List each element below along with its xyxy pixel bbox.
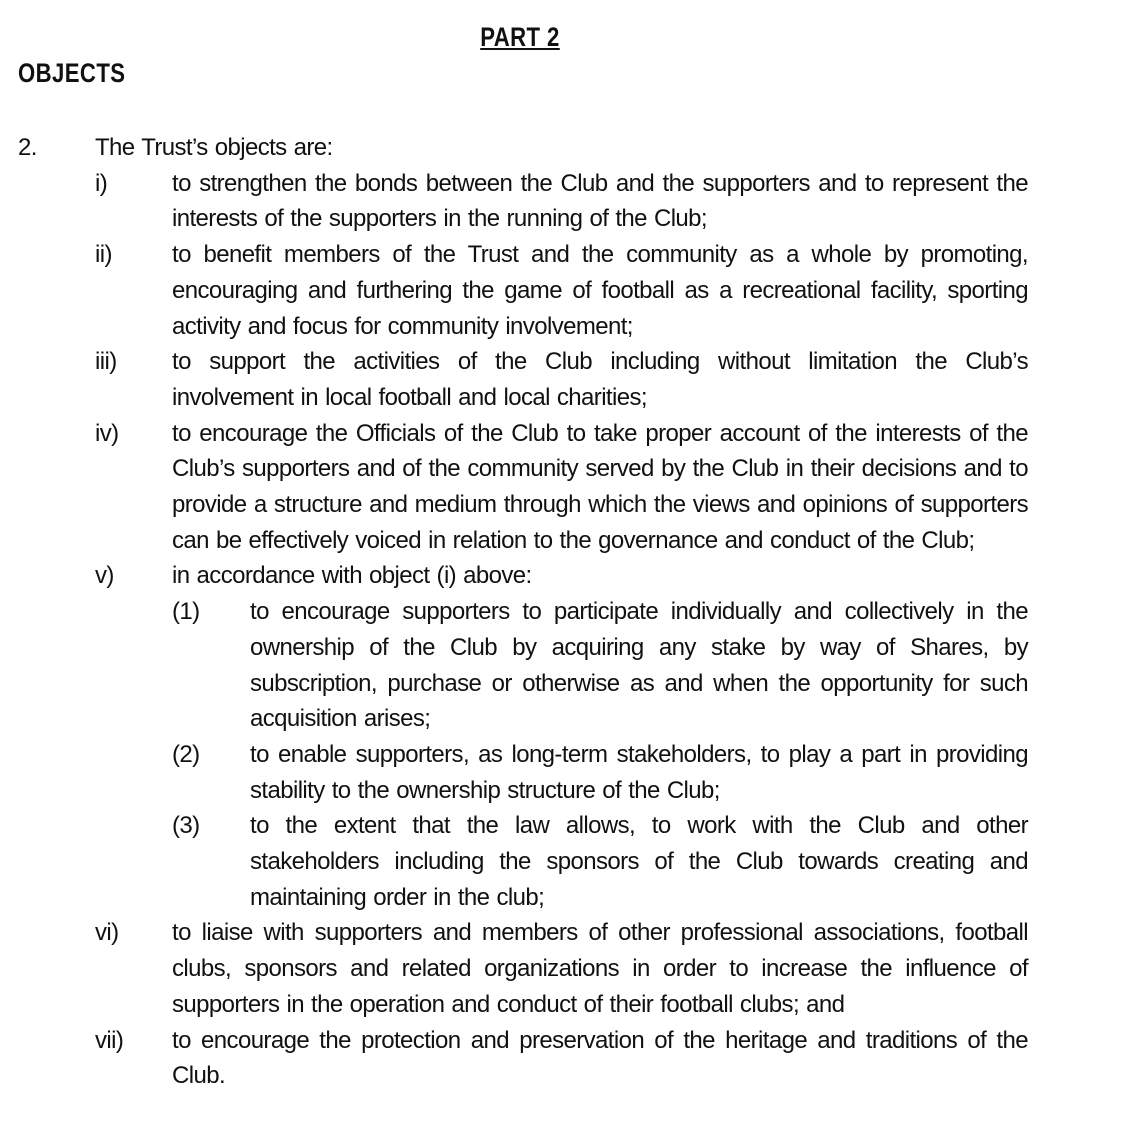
sub-list-item (172, 594, 1028, 737)
item-label: v) (95, 562, 114, 590)
list-item (95, 416, 1028, 559)
subitem-text: to the extent that the law allows, to work with the Club and other stakeholders including the sponsors of the Club towards creating and maintaining order in the club; (250, 812, 1028, 911)
sub-objects-list (172, 594, 1028, 915)
section-title: OBJECTS (18, 58, 126, 88)
item-text: to support the activities of the Club including without limitation the Club’s involvement in local football and local charities; (172, 348, 1028, 411)
item-label: vii) (95, 1026, 124, 1054)
item-label: iii) (95, 348, 117, 376)
list-item (95, 166, 1028, 237)
objects-list (95, 166, 1028, 1094)
list-item (95, 1023, 1028, 1094)
subitem-text: to encourage supporters to participate individually and collectively in the ownership of the Club by acquiring any stake by way of Shares, by subscription, purchase or otherwise as and when the opportunity for such acquisition arises; (250, 598, 1028, 733)
sub-list-item (172, 808, 1028, 915)
list-item (95, 237, 1028, 344)
part-title: PART 2 (480, 22, 560, 52)
list-item (95, 558, 1028, 915)
subitem-label: (2) (172, 740, 200, 768)
item-text: to liaise with supporters and members of other professional associations, football clubs, sponsors and related organizations in order to increase the influence of supporters in the operation and conduct of their football clubs; and (172, 919, 1028, 1018)
clause-intro-row (18, 130, 1028, 166)
clause-intro: The Trust’s objects are: (95, 134, 333, 161)
item-subitems-container (172, 558, 1028, 915)
item-text: to encourage the Officials of the Club to take proper account of the interests of the Club’s supporters and of the community served by the Club in their decisions and to provide a structure and medium through which the views and opinions of supporters can be effectively voiced in relation to the governance and conduct of the Club; (172, 419, 1028, 554)
item-label: ii) (95, 241, 112, 269)
sub-list-item (172, 737, 1028, 808)
item-text: to benefit members of the Trust and the community as a whole by promoting, encouraging and furthering the game of football as a recreational facility, sporting activity and focus for community involvement; (172, 241, 1028, 340)
subitem-text: to enable supporters, as long-term stakeholders, to play a part in providing stability to the ownership structure of the Club; (250, 740, 1028, 804)
list-item (95, 915, 1028, 1022)
item-text: in accordance with object (i) above: (172, 562, 532, 590)
item-label: iv) (95, 419, 119, 447)
subitem-label: (3) (172, 812, 200, 840)
subitem-label: (1) (172, 598, 200, 626)
item-text: to encourage the protection and preservation of the heritage and traditions of the Club. (172, 1026, 1028, 1090)
item-text: to strengthen the bonds between the Club and the supporters and to represent the interests of the supporters in the running of the Club; (172, 169, 1028, 233)
item-label: vi) (95, 919, 119, 947)
clause-2 (18, 130, 1028, 1094)
list-item (95, 344, 1028, 415)
item-label: i) (95, 169, 108, 197)
clause-number: 2. (18, 134, 37, 161)
